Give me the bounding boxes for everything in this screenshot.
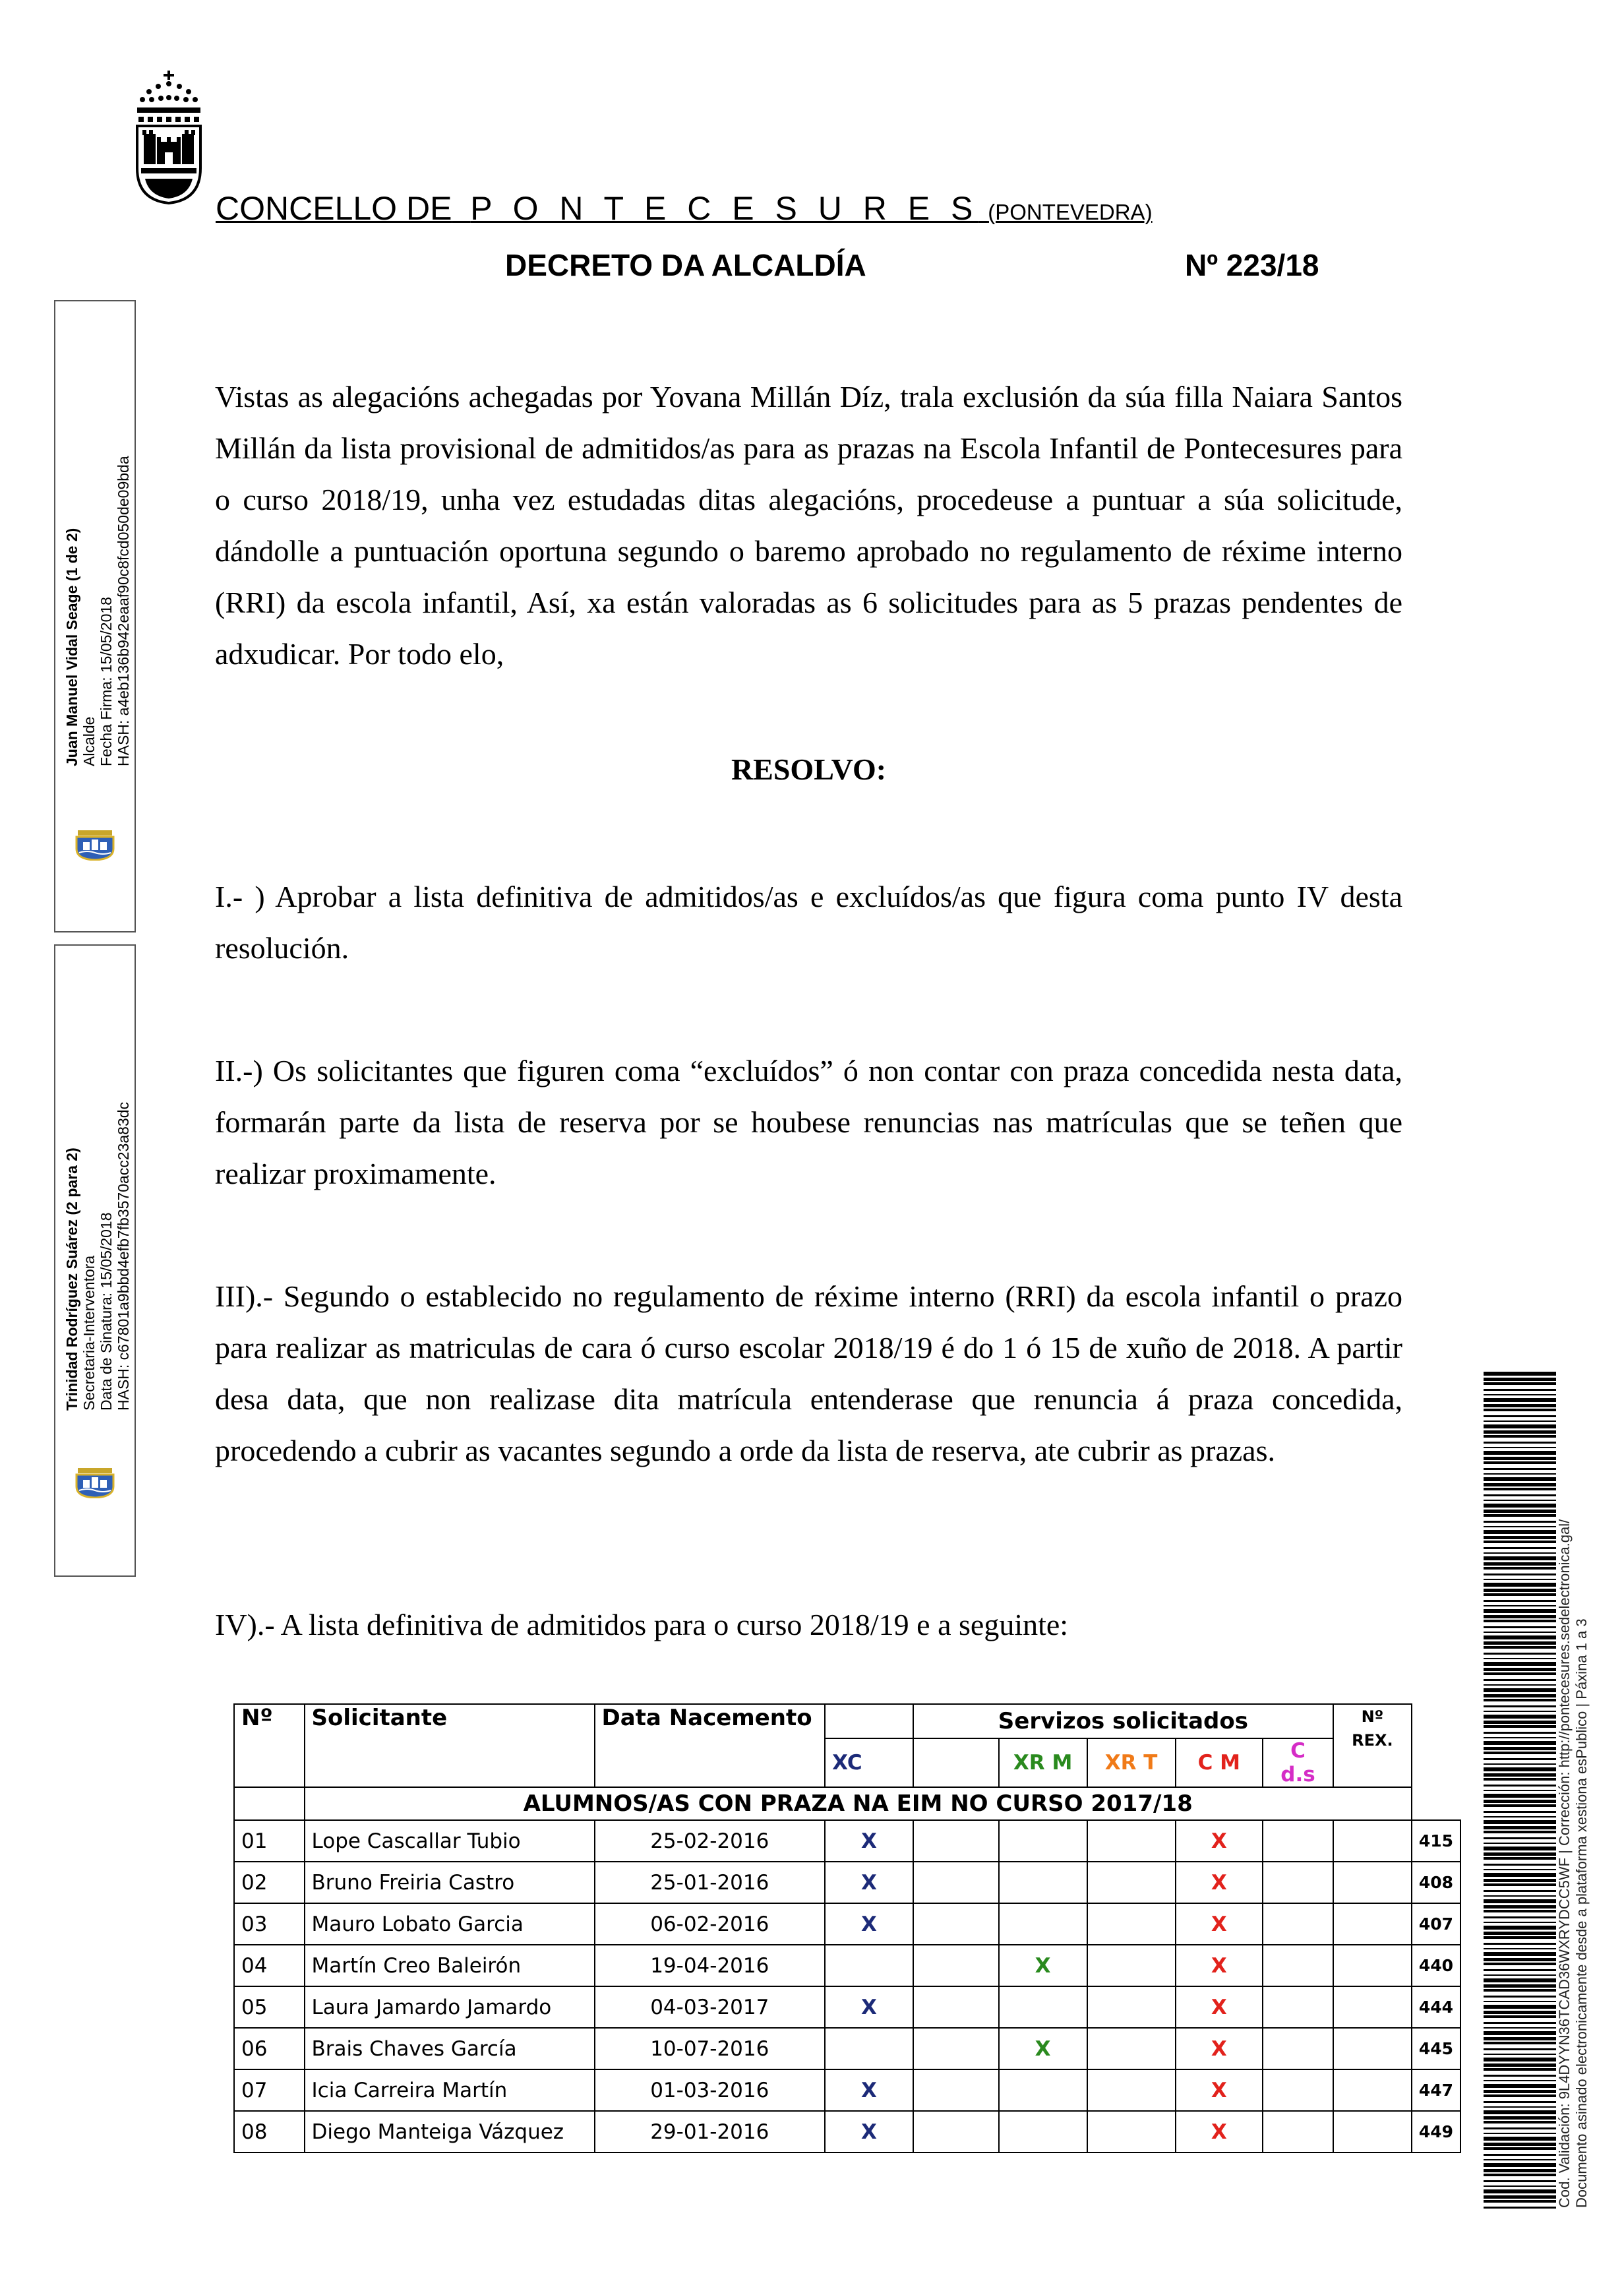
row-empty — [1333, 1986, 1412, 2028]
label-xrt: XR T — [1087, 1738, 1176, 1787]
row-service-cm: X — [1176, 2069, 1263, 2111]
row-service-xrt — [1087, 1820, 1176, 1862]
row-service-xrt — [1087, 1986, 1176, 2028]
row-service-xc — [825, 1945, 913, 1986]
row-birth-date: 04-03-2017 — [595, 1986, 826, 2028]
row-birth-date: 25-01-2016 — [595, 1862, 826, 1903]
table-row — [234, 2028, 1460, 2069]
row-service-xrt — [1087, 2028, 1176, 2069]
row-service-xc: X — [825, 1986, 913, 2028]
row-number: 02 — [234, 1862, 305, 1903]
signer-name: Juan Manuel Vidal Seage (1 de 2) — [63, 528, 80, 766]
table-row — [234, 1862, 1460, 1903]
row-applicant: Bruno Freiria Castro — [305, 1862, 595, 1903]
row-registry: 445 — [1412, 2028, 1460, 2069]
row-applicant: Laura Jamardo Jamardo — [305, 1986, 595, 2028]
row-birth-date: 10-07-2016 — [595, 2028, 826, 2069]
signature-panel-mayor — [54, 300, 136, 932]
item-2-paragraph: II.-) Os solicitantes que figuren coma “excluídos” ó non contar con praza concedida nesta data, formarán parte da lista de reserva por se houbese renuncias nas matrículas que se teñen que realizar proximamente. — [215, 1054, 1402, 1190]
row-birth-date: 19-04-2016 — [595, 1945, 826, 1986]
table-header-row — [234, 1704, 1460, 1738]
row-birth-date: 01-03-2016 — [595, 2069, 826, 2111]
admissions-table — [233, 1703, 1461, 2153]
row-service-cds — [1263, 2111, 1333, 2153]
signature-date: Data de Sinatura: 15/05/2018 — [98, 1212, 115, 1411]
signature-text — [63, 1102, 132, 1411]
council-title — [216, 190, 1153, 231]
row-service-blank — [913, 2111, 999, 2153]
council-name: P O N T E C E S U R E S — [470, 190, 979, 227]
row-service-xrt — [1087, 2069, 1176, 2111]
header-blank — [825, 1704, 913, 1738]
signature-text — [63, 456, 132, 766]
council-prefix: CONCELLO DE — [216, 190, 452, 227]
row-service-xrt — [1087, 1862, 1176, 1903]
resolvo-heading: RESOLVO: — [731, 752, 887, 786]
row-number: 04 — [234, 1945, 305, 1986]
row-service-blank — [913, 1820, 999, 1862]
row-service-cds — [1263, 2069, 1333, 2111]
section-title: ALUMNOS/AS CON PRAZA NA EIM NO CURSO 2017/18 — [305, 1787, 1412, 1820]
row-service-xrt — [1087, 1945, 1176, 1986]
intro-paragraph: Vistas as alegacións achegadas por Yovana Millán Díz, trala exclusión da súa filla Naiara Santos Millán da lista provisional de admitidos/as para as prazas na Escola Infantil de Pontecesures para o curso 2018/19, unha vez estudadas ditas alegacións, procedeuse a puntuar a súa solicitude, dándolle a puntuación oportuna segundo o baremo aprobado no regulamento de réxime interno (RRI) da escola infantil, Así, xa están valoradas as 6 solicitudes para as 5 prazas pendentes de adxudicar. Por todo elo, — [215, 380, 1402, 671]
row-service-xrm — [999, 1986, 1087, 2028]
row-service-cm: X — [1176, 1986, 1263, 2028]
table-row — [234, 2069, 1460, 2111]
row-service-xrm: X — [999, 2028, 1087, 2069]
row-number: 03 — [234, 1903, 305, 1945]
header-registry — [1333, 1704, 1412, 1787]
row-registry: 440 — [1412, 1945, 1460, 1986]
row-empty — [1333, 1945, 1412, 1986]
row-registry: 407 — [1412, 1903, 1460, 1945]
label-xrm: XR M — [999, 1738, 1087, 1787]
row-service-cm: X — [1176, 1820, 1263, 1862]
signer-role: Alcalde — [80, 716, 98, 766]
item-1-paragraph: I.- ) Aprobar a lista definitiva de admitidos/as e excluídos/as que figura coma punto IV desta resolución. — [215, 880, 1402, 965]
row-service-cm: X — [1176, 1945, 1263, 1986]
signer-role: Secretaria-Interventora — [80, 1255, 98, 1411]
row-birth-date: 29-01-2016 — [595, 2111, 826, 2153]
row-service-blank — [913, 2028, 999, 2069]
row-service-xc: X — [825, 1820, 913, 1862]
barcode-icon — [1484, 1372, 1556, 2209]
validation-line-2: Documento asinado electronicamente desde a plataforma xestiona esPublico | Páxina 1 a 3 — [1573, 1618, 1590, 2208]
row-service-xc: X — [825, 1862, 913, 1903]
row-registry: 444 — [1412, 1986, 1460, 2028]
row-service-xrm — [999, 1862, 1087, 1903]
row-service-cm: X — [1176, 2028, 1263, 2069]
row-number: 05 — [234, 1986, 305, 2028]
item-4-paragraph: IV).- A lista definitiva de admitidos para o curso 2018/19 e a seguinte: — [215, 1608, 1069, 1641]
row-service-cm: X — [1176, 2111, 1263, 2153]
decree-number: Nº 223/18 — [1185, 248, 1319, 282]
item-3-paragraph: III).- Segundo o establecido no regulamento de réxime interno (RRI) da escola infantil o prazo para realizar as matriculas de cara ó curso escolar 2018/19 é do 1 ó 15 de xuño de 2018. A partir desa data, que non realizase dita matrícula entenderase que renuncia á praza concedida, procedendo a cubrir as vacantes segundo a orde da lista de reserva, ate cubrir as prazas. — [215, 1279, 1402, 1467]
header-registry-top: Nº — [1361, 1707, 1384, 1726]
row-service-xrm — [999, 1903, 1087, 1945]
header-applicant: Solicitante — [305, 1704, 595, 1787]
row-applicant: Lope Cascallar Tubio — [305, 1820, 595, 1862]
row-registry: 449 — [1412, 2111, 1460, 2153]
row-empty — [1333, 1903, 1412, 1945]
label-xc: XC — [825, 1738, 913, 1787]
decree-title: DECRETO DA ALCALDÍA — [505, 248, 866, 282]
council-shield-icon — [74, 1467, 116, 1498]
row-empty — [1333, 1862, 1412, 1903]
validation-line-1: Cod. Validación: 9L4DYYN36TCAD36WXRYDCC5WF | Corrección: http://pontecesures.sedelectronica.gal/ — [1556, 1519, 1573, 2208]
row-service-blank — [913, 2069, 999, 2111]
row-service-cm: X — [1176, 1903, 1263, 1945]
row-number: 06 — [234, 2028, 305, 2069]
row-service-xc — [825, 2028, 913, 2069]
header-birth-date: Data Nacemento — [595, 1704, 826, 1787]
row-service-cds — [1263, 2028, 1333, 2069]
row-number: 01 — [234, 1820, 305, 1862]
council-shield-icon — [74, 829, 116, 861]
validation-caption — [1556, 1519, 1590, 2208]
label-blank — [913, 1738, 999, 1787]
header-num: Nº — [234, 1704, 305, 1787]
table-section-row — [234, 1787, 1460, 1820]
table-row — [234, 1820, 1460, 1862]
row-service-xrt — [1087, 2111, 1176, 2153]
table-row — [234, 2111, 1460, 2153]
label-cds: C d.s — [1263, 1738, 1333, 1787]
row-registry: 447 — [1412, 2069, 1460, 2111]
row-applicant: Diego Manteiga Vázquez — [305, 2111, 595, 2153]
row-service-blank — [913, 1986, 999, 2028]
signature-panel-secretary — [54, 944, 136, 1577]
row-applicant: Brais Chaves García — [305, 2028, 595, 2069]
row-service-xrm — [999, 2111, 1087, 2153]
row-applicant: Martín Creo Baleirón — [305, 1945, 595, 1986]
row-service-cds — [1263, 1862, 1333, 1903]
signature-date: Fecha Firma: 15/05/2018 — [98, 597, 115, 766]
row-service-xrm: X — [999, 1945, 1087, 1986]
row-empty — [1333, 2111, 1412, 2153]
row-number: 08 — [234, 2111, 305, 2153]
row-service-blank — [913, 1862, 999, 1903]
section-spacer — [234, 1787, 305, 1820]
row-service-xc: X — [825, 2111, 913, 2153]
row-service-cm: X — [1176, 1862, 1263, 1903]
row-birth-date: 06-02-2016 — [595, 1903, 826, 1945]
row-service-blank — [913, 1945, 999, 1986]
row-service-cds — [1263, 1945, 1333, 1986]
row-service-xrm — [999, 2069, 1087, 2111]
header-registry-bottom: REX. — [1352, 1731, 1393, 1750]
row-service-cds — [1263, 1820, 1333, 1862]
row-service-xc: X — [825, 2069, 913, 2111]
row-empty — [1333, 2028, 1412, 2069]
row-registry: 415 — [1412, 1820, 1460, 1862]
row-service-cds — [1263, 1986, 1333, 2028]
row-birth-date: 25-02-2016 — [595, 1820, 826, 1862]
row-empty — [1333, 2069, 1412, 2111]
coat-of-arms-icon — [132, 69, 206, 204]
label-cm: C M — [1176, 1738, 1263, 1787]
row-empty — [1333, 1820, 1412, 1862]
row-applicant: Icia Carreira Martín — [305, 2069, 595, 2111]
row-service-xc: X — [825, 1903, 913, 1945]
row-registry: 408 — [1412, 1862, 1460, 1903]
table-row — [234, 1903, 1460, 1945]
header-services: Servizos solicitados — [913, 1704, 1333, 1738]
row-service-cds — [1263, 1903, 1333, 1945]
row-service-xrt — [1087, 1903, 1176, 1945]
row-number: 07 — [234, 2069, 305, 2111]
signature-hash: HASH: c67801a9bbd4efb7fb3570acc23a83dc — [115, 1101, 132, 1411]
row-applicant: Mauro Lobato Garcia — [305, 1903, 595, 1945]
row-service-blank — [913, 1903, 999, 1945]
table-row — [234, 1945, 1460, 1986]
signature-hash: HASH: a4eb136b942eaaf90c8fcd050de09bda — [115, 456, 132, 766]
table-row — [234, 1986, 1460, 2028]
row-service-xrm — [999, 1820, 1087, 1862]
province-label: (PONTEVEDRA) — [988, 200, 1153, 224]
signer-name: Trinidad Rodríguez Suárez (2 para 2) — [63, 1147, 80, 1411]
